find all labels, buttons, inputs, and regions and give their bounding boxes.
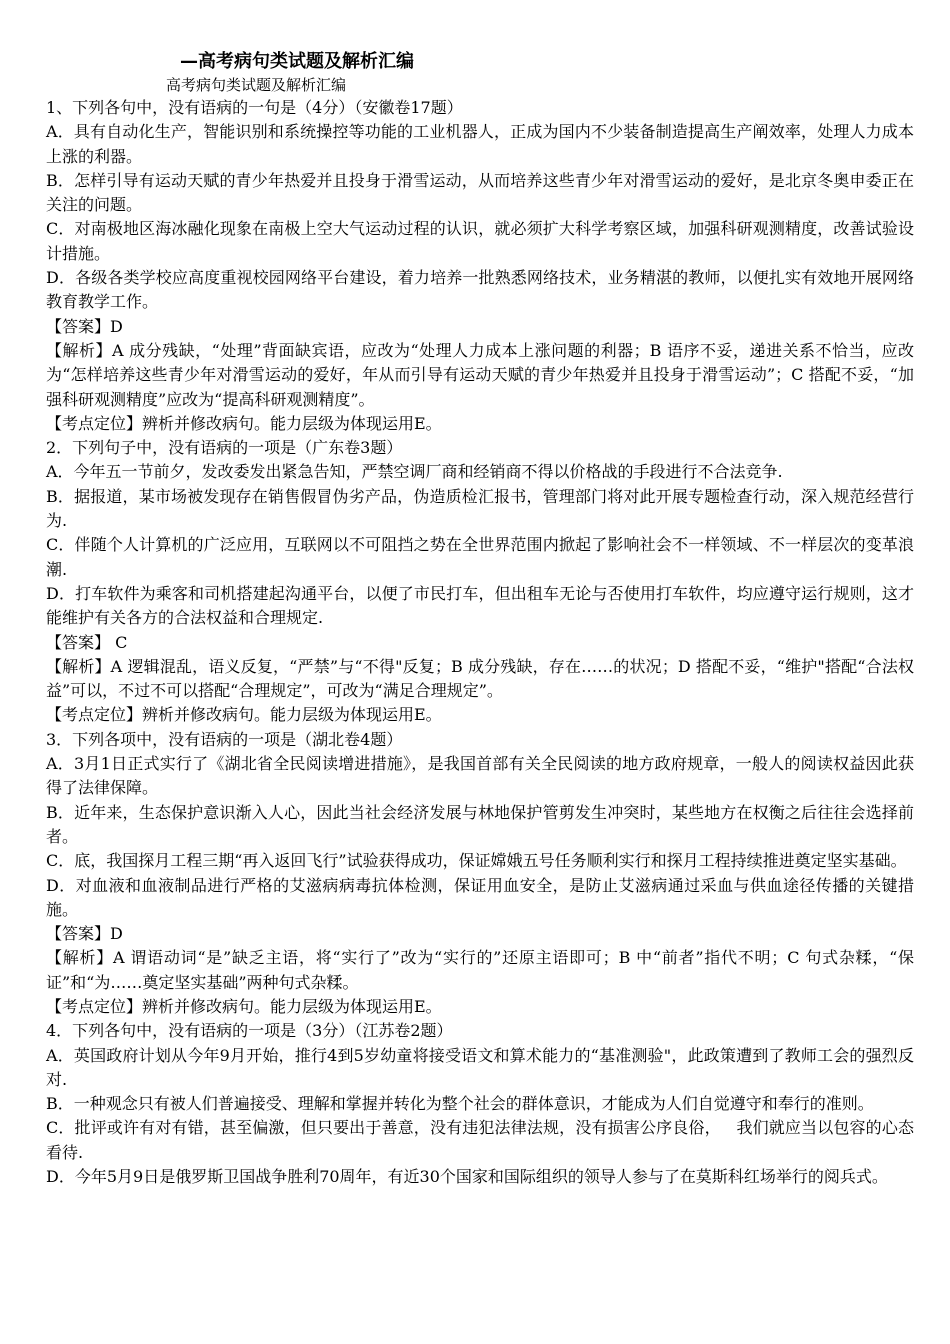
analysis: 【解析】A 成分残缺，“处理”背面缺宾语，应改为“处理人力成本上涨问题的利器；B 语序不妥，递进关系不恰当，应改为“怎样培养这些青少年对滑雪运动的爱好，年从而引导有运动天赋的青少年热爱并且投身于滑雪运动”；C 搭配不妥，“加强科研观测精度”应改为“提高科研观测精度”。 <box>46 340 914 409</box>
question-stem: 3．下列各项中，没有语病的一项是（湖北卷4题） <box>46 729 403 749</box>
analysis: 【解析】A 谓语动词“是”缺乏主语，将“实行了”改为“实行的”还原主语即可；B 中“前者”指代不明；C 句式杂糅，“保证”和“为……奠定坚实基础”两种句式杂糅。 <box>46 948 914 992</box>
analysis: 【解析】A 逻辑混乱，语义反复，“严禁”与“不得"反复；B 成分残缺，存在……的状况；D 搭配不妥，“维护"搭配“合法权益”可以，不过不可以搭配“合理规定”，可改为“满足合理规定”。 <box>46 656 914 701</box>
option-b: B．怎样引导有运动天赋的青少年热爱并且投身于滑雪运动，从而培养这些青少年对滑雪运动的爱好，是北京冬奥申委正在关注的问题。 <box>46 170 914 215</box>
option-b: B．近年来，生态保护意识渐入人心，因此当社会经济发展与林地保护管剪发生冲突时，某些地方在权衡之后往往会选择前者。 <box>46 802 914 846</box>
question-stem: 1、下列各句中，没有语病的一句是（4分）（安徽卷17题） <box>46 98 463 117</box>
option-c: C．批评或许有对有错，甚至偏激，但只要出于善意，没有违犯法律法规，没有损害公序良俗， 我们就应当以包容的心态看待. <box>46 1118 914 1162</box>
option-d: D．打车软件为乘客和司机搭建起沟通平台，以便了市民打车，但出租车无论与否使用打车软件，均应遵守运行规则，这才能维护有关各方的合法权益和合理规定. <box>46 583 914 628</box>
answer: 【答案】D <box>46 316 123 336</box>
topic-location: 【考点定位】辨析并修改病句。能力层级为体现运用E。 <box>46 705 442 725</box>
option-d: D．对血液和血液制品进行严格的艾滋病病毒抗体检测，保证用血安全，是防止艾滋病通过采血与供血途径传播的关键措施。 <box>46 875 914 919</box>
question-1 <box>46 96 914 436</box>
option-a: A．3月1日正式实行了《湖北省全民阅读增进措施》，是我国首部有关全民阅读的地方政府规章，一般人的阅读权益因此获得了法律保障。 <box>46 754 914 798</box>
question-stem: 4．下列各句中，没有语病的一项是（3分）（江苏卷2题） <box>46 1021 453 1041</box>
option-c: C．对南极地区海冰融化现象在南极上空大气运动过程的认识，就必须扩大科学考察区域，加强科研观测精度，改善试验设计措施。 <box>46 219 914 263</box>
option-c: C．伴随个人计算机的广泛应用，互联网以不可阻挡之势在全世界范围内掀起了影响社会不一样领域、不一样层次的变革浪潮. <box>46 535 914 579</box>
option-d: D．今年5月9日是俄罗斯卫国战争胜利70周年，有近30个国家和国际组织的领导人参与了在莫斯科红场举行的阅兵式。 <box>46 1167 888 1187</box>
document-page <box>46 50 914 1189</box>
option-b: B．据报道，某市场被发现存在销售假冒伪劣产品，伪造质检汇报书，管理部门将对此开展专题检查行动，深入规范经营行为. <box>46 486 914 531</box>
option-b: B．一种观念只有被人们普遍接受、理解和掌握并转化为整个社会的群体意识，才能成为人们自觉遵守和奉行的准则。 <box>46 1094 874 1114</box>
option-a: A．具有自动化生产，智能识别和系统操控等功能的工业机器人，正成为国内不少装备制造提高生产阐效率，处理人力成本上涨的利器。 <box>46 122 914 166</box>
answer: 【答案】D <box>46 924 123 944</box>
question-3 <box>46 728 914 1020</box>
question-stem: 2．下列句子中，没有语病的一项是（广东卷3题） <box>46 438 403 458</box>
option-a: A．英国政府计划从今年9月开始，推行4到5岁幼童将接受语文和算术能力的“基准测验"，此政策遭到了教师工会的强烈反对. <box>46 1045 914 1089</box>
question-2 <box>46 436 914 728</box>
option-d: D．各级各类学校应高度重视校园网络平台建设，着力培养一批熟悉网络技术，业务精湛的教师，以便扎实有效地开展网络教育教学工作。 <box>46 268 914 312</box>
topic-location: 【考点定位】辨析并修改病句。能力层级为体现运用E。 <box>46 996 442 1016</box>
topic-location: 【考点定位】辨析并修改病句。能力层级为体现运用E。 <box>46 413 442 433</box>
option-c: C．底，我国探月工程三期“再入返回飞行”试验获得成功，保证嫦娥五号任务顺利实行和探月工程持续推进奠定坚实基础。 <box>46 851 907 871</box>
document-subtitle: 高考病句类试题及解析汇编 <box>166 76 347 94</box>
option-a: A．今年五一节前夕，发改委发出紧急告知，严禁空调厂商和经销商不得以价格战的手段进行不合法竞争. <box>46 462 783 482</box>
document-title: —高考病句类试题及解析汇编 <box>180 51 414 72</box>
question-4 <box>46 1019 914 1189</box>
answer: 【答案】 C <box>46 632 128 652</box>
